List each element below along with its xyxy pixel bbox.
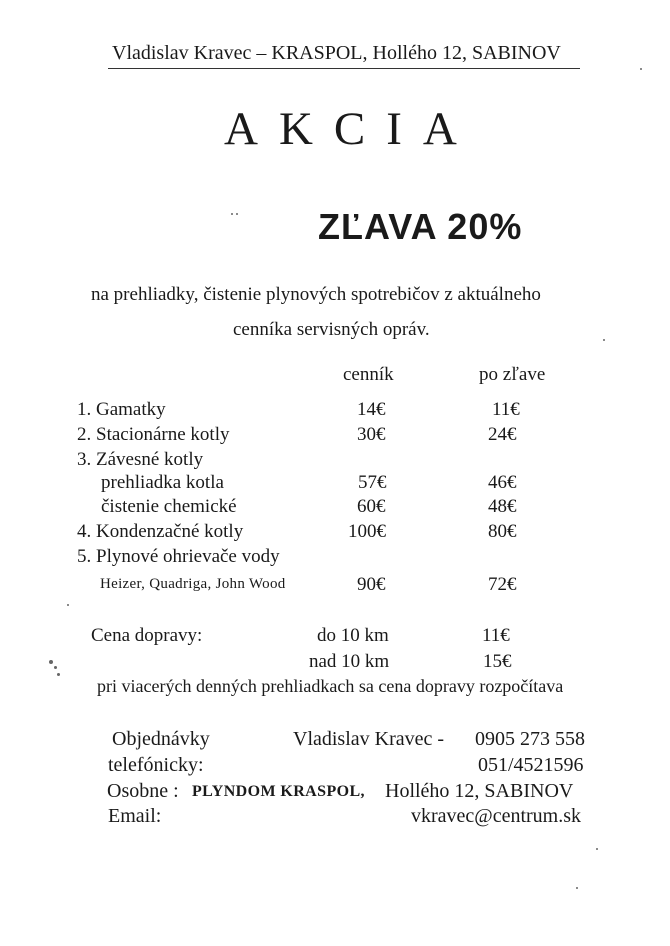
- scan-speck: [576, 887, 578, 889]
- item-label: 1. Gamatky: [77, 399, 166, 420]
- transport-distance: do 10 km: [317, 625, 389, 646]
- item-price: 60€: [357, 496, 386, 517]
- page-title: AKCIA: [224, 103, 478, 155]
- item-price: 57€: [358, 472, 387, 493]
- orders-label: Objednávky: [112, 728, 210, 750]
- item-label: 2. Stacionárne kotly: [77, 424, 230, 445]
- email-label: Email:: [108, 805, 162, 827]
- personal-label: Osobne :: [107, 780, 179, 802]
- personal-company: PLYNDOM KRASPOL,: [192, 783, 365, 800]
- phone-landline: 051/4521596: [478, 754, 584, 776]
- item-sublabel: Heizer, Quadriga, John Wood: [100, 576, 286, 592]
- item-sublabel: prehliadka kotla: [101, 472, 224, 493]
- transport-label: Cena dopravy:: [91, 625, 203, 646]
- scan-speck: [49, 660, 53, 664]
- scan-speck: [57, 673, 60, 676]
- email-address: vkravec@centrum.sk: [411, 805, 582, 827]
- header-underline: [108, 68, 580, 69]
- item-label: 4. Kondenzačné kotly: [77, 521, 244, 542]
- item-label: 5. Plynové ohrievače vody: [77, 546, 280, 567]
- scan-speck: [603, 339, 605, 341]
- phone-mobile: 0905 273 558: [475, 728, 585, 750]
- item-label: 3. Závesné kotly: [77, 449, 204, 470]
- item-discounted-price: 11€: [492, 399, 520, 420]
- item-discounted-price: 72€: [488, 574, 517, 595]
- item-sublabel: čistenie chemické: [101, 496, 237, 517]
- transport-price: 15€: [483, 651, 512, 672]
- transport-price: 11€: [482, 625, 510, 646]
- discount-heading: ZĽAVA 20%: [318, 206, 523, 247]
- personal-address: Hollého 12, SABINOV: [385, 780, 574, 802]
- contact-name: Vladislav Kravec -: [293, 728, 445, 750]
- scan-speck: [236, 213, 238, 215]
- scan-speck: [67, 604, 69, 606]
- orders-label-phone: telefónicky:: [108, 754, 204, 776]
- scan-speck: [640, 68, 642, 70]
- item-discounted-price: 80€: [488, 521, 517, 542]
- column-header-price: cenník: [343, 364, 394, 385]
- item-price: 90€: [357, 574, 386, 595]
- item-price: 30€: [357, 424, 386, 445]
- transport-distance: nad 10 km: [309, 651, 390, 672]
- item-price: 14€: [357, 399, 386, 420]
- item-discounted-price: 46€: [488, 472, 517, 493]
- column-header-discounted: po zľave: [479, 364, 546, 385]
- item-discounted-price: 48€: [488, 496, 517, 517]
- item-price: 100€: [348, 521, 386, 542]
- header-line: Vladislav Kravec – KRASPOL, Hollého 12, SABINOV: [112, 42, 561, 64]
- item-discounted-price: 24€: [488, 424, 517, 445]
- scan-speck: [596, 848, 598, 850]
- scan-speck: [231, 213, 233, 215]
- intro-line-2: cenníka servisných opráv.: [233, 319, 430, 340]
- transport-note: pri viacerých denných prehliadkach sa cena dopravy rozpočítava: [97, 676, 564, 696]
- intro-line-1: na prehliadky, čistenie plynových spotrebičov z aktuálneho: [91, 284, 541, 305]
- scan-speck: [54, 666, 57, 669]
